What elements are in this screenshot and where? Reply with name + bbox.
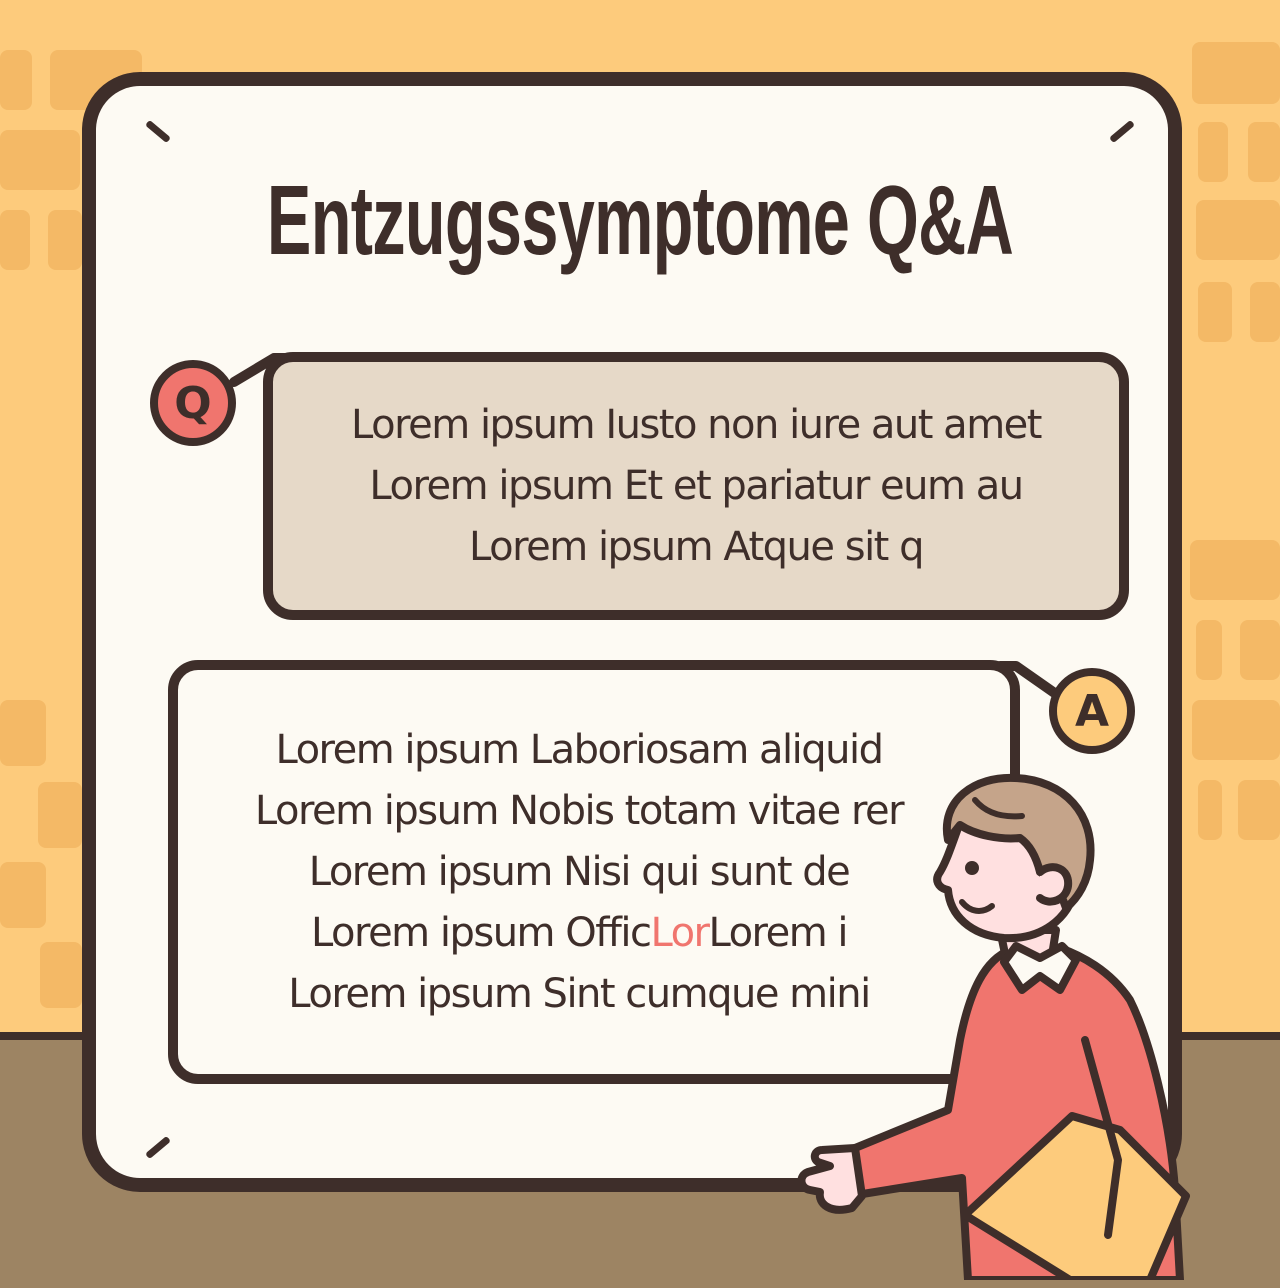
answer-line: Lorem ipsum Laboriosam aliquid [275,726,883,773]
question-bubble [263,352,1129,620]
answer-line: Lorem ipsum Sint cumque mini [288,970,870,1017]
answer-text: Lorem i [708,909,848,956]
question-line: Lorem ipsum Atque sit q [469,523,923,570]
answer-line: Lorem ipsum Nisi qui sunt de [308,848,850,895]
answer-text: Lorem ipsum Offic [310,909,651,956]
question-badge: Q [150,360,236,446]
answer-badge: A [1049,668,1135,754]
answer-line: Lorem ipsum Nobis totam vitae rer [254,787,904,834]
page-title: Entzugssymptome Q&A [266,165,1014,275]
person-illustration [790,760,1280,1280]
question-line: Lorem ipsum Iusto non iure aut amet [351,401,1041,448]
question-line: Lorem ipsum Et et pariatur eum au [369,462,1023,509]
highlighted-text: Lor [650,909,709,956]
answer-line-highlighted [311,903,847,964]
